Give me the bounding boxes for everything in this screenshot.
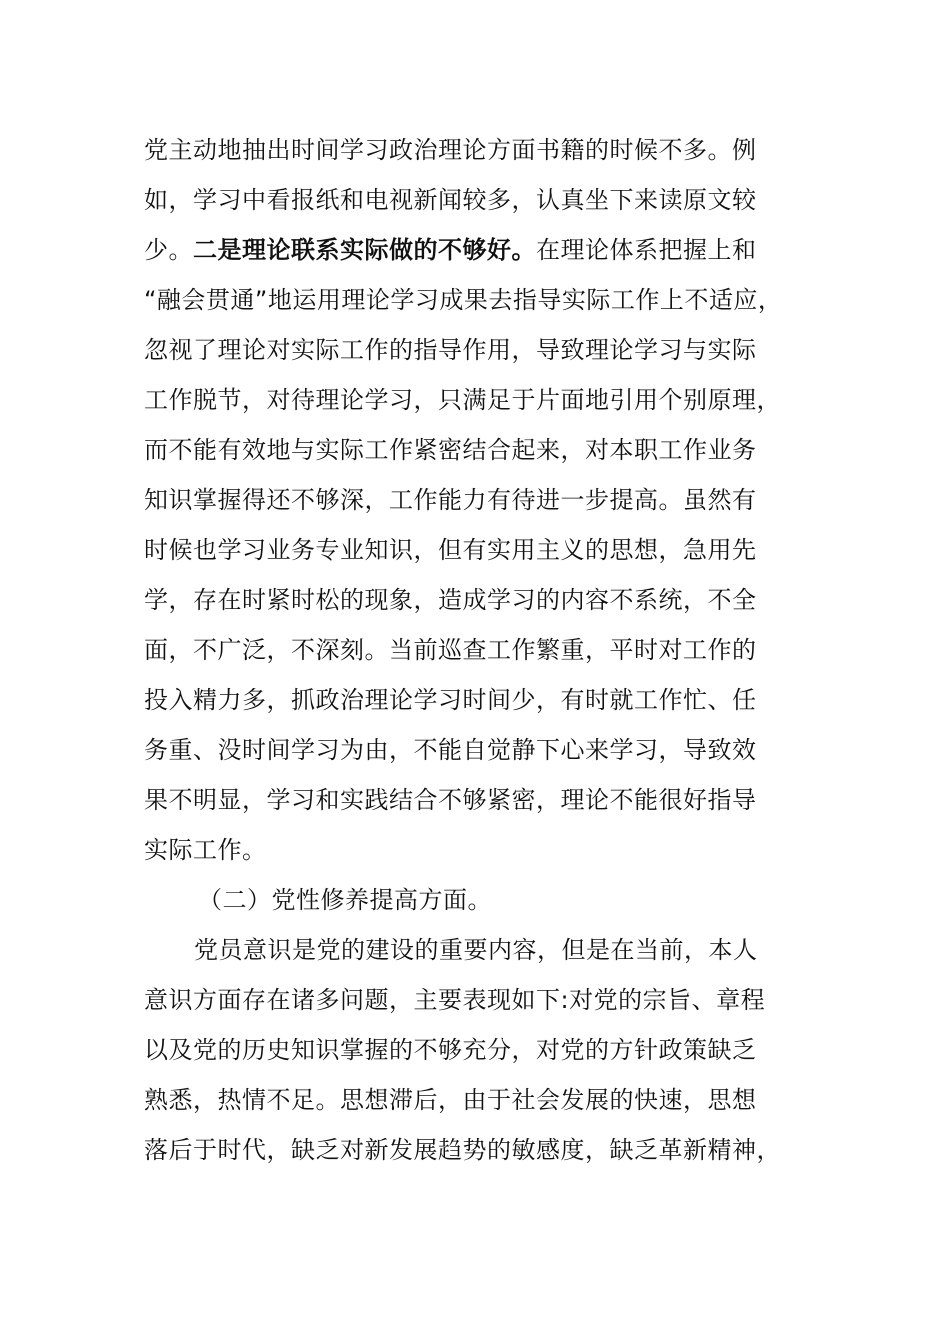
paragraph-line-indented: 党员意识是党的建设的重要内容，但是在当前，本人 — [194, 936, 758, 964]
paragraph-line: 时候也学习业务专业知识，但有实用主义的思想，急用先 — [144, 536, 757, 564]
paragraph-line: 果不明显，学习和实践结合不够紧密，理论不能很好指导 — [144, 786, 757, 814]
paragraph-line: “融会贯通”地运用理论学习成果去指导实际工作上不适应， — [144, 286, 783, 314]
paragraph-line: 意识方面存在诸多问题，主要表现如下:对党的宗旨、章程 — [144, 986, 766, 1014]
section-heading: （二）党性修养提高方面。 — [198, 886, 492, 914]
paragraph-line-with-emphasis — [144, 235, 814, 265]
line-prefix: 少。 — [144, 236, 193, 264]
paragraph-line: 务重、没时间学习为由，不能自觉静下心来学习，导致效 — [144, 736, 757, 764]
paragraph-line: 忽视了理论对实际工作的指导作用，导致理论学习与实际 — [144, 336, 757, 364]
paragraph-line: 知识掌握得还不够深，工作能力有待进一步提高。虽然有 — [144, 486, 757, 514]
paragraph-line: 投入精力多，抓政治理论学习时间少，有时就工作忙、任 — [144, 686, 757, 714]
paragraph-line: 面，不广泛，不深刻。当前巡查工作繁重，平时对工作的 — [144, 636, 757, 664]
paragraph-line: 实际工作。 — [144, 836, 267, 864]
paragraph-line: 落后于时代，缺乏对新发展趋势的敏感度，缺乏革新精神， — [144, 1136, 781, 1164]
paragraph-line: 工作脱节，对待理论学习，只满足于片面地引用个别原理， — [144, 386, 781, 414]
bold-subheading: 二是理论联系实际做的不够好。 — [193, 236, 536, 264]
paragraph-line: 而不能有效地与实际工作紧密结合起来，对本职工作业务 — [144, 436, 757, 464]
paragraph-line: 学，存在时紧时松的现象，造成学习的内容不系统，不全 — [144, 586, 757, 614]
paragraph-line: 熟悉，热情不足。思想滞后，由于社会发展的快速，思想 — [144, 1086, 757, 1114]
paragraph-line: 以及党的历史知识掌握的不够充分，对党的方针政策缺乏 — [144, 1036, 757, 1064]
paragraph-line: 党主动地抽出时间学习政治理论方面书籍的时候不多。例 — [144, 136, 757, 164]
line-suffix: 在理论体系把握上和 — [536, 236, 757, 264]
paragraph-line: 如，学习中看报纸和电视新闻较多，认真坐下来读原文较 — [144, 186, 757, 214]
